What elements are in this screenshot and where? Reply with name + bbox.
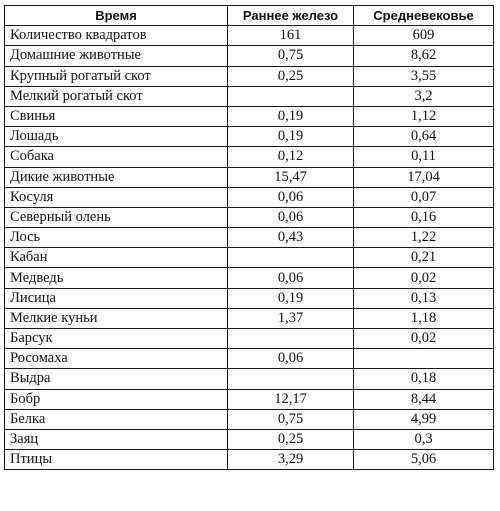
- table-row: [5, 167, 494, 187]
- middle-ages-cell: 0,16: [354, 207, 494, 227]
- early-iron-cell: [228, 86, 354, 106]
- table-row: [5, 308, 494, 328]
- row-label-cell: Барсук: [5, 329, 228, 349]
- table-row: [5, 288, 494, 308]
- early-iron-cell: 15,47: [228, 167, 354, 187]
- header-middle-ages: Средневековье: [354, 6, 494, 26]
- row-label-cell: Мелкий рогатый скот: [5, 86, 228, 106]
- middle-ages-cell: 0,3: [354, 429, 494, 449]
- early-iron-cell: 0,19: [228, 127, 354, 147]
- row-label-cell: Северный олень: [5, 207, 228, 227]
- middle-ages-cell: 3,2: [354, 86, 494, 106]
- middle-ages-cell: 0,02: [354, 268, 494, 288]
- table-row: [5, 228, 494, 248]
- middle-ages-cell: 17,04: [354, 167, 494, 187]
- row-label-cell: Лисица: [5, 288, 228, 308]
- row-label-cell: Собака: [5, 147, 228, 167]
- middle-ages-cell: 5,06: [354, 450, 494, 470]
- early-iron-cell: 0,19: [228, 288, 354, 308]
- row-label-cell: Медведь: [5, 268, 228, 288]
- table-row: [5, 46, 494, 66]
- row-label-cell: Дикие животные: [5, 167, 228, 187]
- middle-ages-cell: 0,02: [354, 329, 494, 349]
- table-row: [5, 268, 494, 288]
- table-row: [5, 450, 494, 470]
- table-row: [5, 66, 494, 86]
- early-iron-cell: [228, 248, 354, 268]
- table-row: [5, 187, 494, 207]
- middle-ages-cell: 609: [354, 26, 494, 46]
- row-label-cell: Росомаха: [5, 349, 228, 369]
- middle-ages-cell: 1,12: [354, 106, 494, 126]
- row-label-cell: Лошадь: [5, 127, 228, 147]
- early-iron-cell: 0,12: [228, 147, 354, 167]
- middle-ages-cell: 0,64: [354, 127, 494, 147]
- table-body: [5, 26, 494, 470]
- table-row: [5, 329, 494, 349]
- row-label-cell: Домашние животные: [5, 46, 228, 66]
- data-table: [4, 5, 494, 470]
- table-row: [5, 349, 494, 369]
- table-row: [5, 207, 494, 227]
- early-iron-cell: 0,06: [228, 349, 354, 369]
- early-iron-cell: 0,25: [228, 429, 354, 449]
- early-iron-cell: 0,19: [228, 106, 354, 126]
- middle-ages-cell: 0,07: [354, 187, 494, 207]
- middle-ages-cell: 8,44: [354, 389, 494, 409]
- early-iron-cell: 12,17: [228, 389, 354, 409]
- table-row: [5, 369, 494, 389]
- early-iron-cell: 0,06: [228, 268, 354, 288]
- middle-ages-cell: 3,55: [354, 66, 494, 86]
- row-label-cell: Заяц: [5, 429, 228, 449]
- early-iron-cell: 161: [228, 26, 354, 46]
- header-early-iron: Раннее железо: [228, 6, 354, 26]
- middle-ages-cell: 8,62: [354, 46, 494, 66]
- early-iron-cell: 0,43: [228, 228, 354, 248]
- early-iron-cell: 0,06: [228, 187, 354, 207]
- row-label-cell: Крупный рогатый скот: [5, 66, 228, 86]
- row-label-cell: Количество квадратов: [5, 26, 228, 46]
- early-iron-cell: [228, 329, 354, 349]
- middle-ages-cell: 0,11: [354, 147, 494, 167]
- row-label-cell: Лось: [5, 228, 228, 248]
- early-iron-cell: 0,75: [228, 409, 354, 429]
- table-row: [5, 106, 494, 126]
- row-label-cell: Кабан: [5, 248, 228, 268]
- table-row: [5, 127, 494, 147]
- table-row: [5, 86, 494, 106]
- middle-ages-cell: 0,18: [354, 369, 494, 389]
- row-label-cell: Выдра: [5, 369, 228, 389]
- middle-ages-cell: 4,99: [354, 409, 494, 429]
- header-period: Время: [5, 6, 228, 26]
- row-label-cell: Косуля: [5, 187, 228, 207]
- early-iron-cell: 1,37: [228, 308, 354, 328]
- row-label-cell: Мелкие куньи: [5, 308, 228, 328]
- early-iron-cell: 0,25: [228, 66, 354, 86]
- row-label-cell: Бобр: [5, 389, 228, 409]
- table-row: [5, 147, 494, 167]
- table-row: [5, 429, 494, 449]
- early-iron-cell: 0,75: [228, 46, 354, 66]
- row-label-cell: Птицы: [5, 450, 228, 470]
- table-row: [5, 248, 494, 268]
- middle-ages-cell: 1,22: [354, 228, 494, 248]
- early-iron-cell: [228, 369, 354, 389]
- middle-ages-cell: [354, 349, 494, 369]
- early-iron-cell: 3,29: [228, 450, 354, 470]
- header-row: [5, 6, 494, 26]
- table-row: [5, 389, 494, 409]
- middle-ages-cell: 0,13: [354, 288, 494, 308]
- row-label-cell: Белка: [5, 409, 228, 429]
- early-iron-cell: 0,06: [228, 207, 354, 227]
- middle-ages-cell: 0,21: [354, 248, 494, 268]
- table-row: [5, 26, 494, 46]
- middle-ages-cell: 1,18: [354, 308, 494, 328]
- row-label-cell: Свинья: [5, 106, 228, 126]
- table-row: [5, 409, 494, 429]
